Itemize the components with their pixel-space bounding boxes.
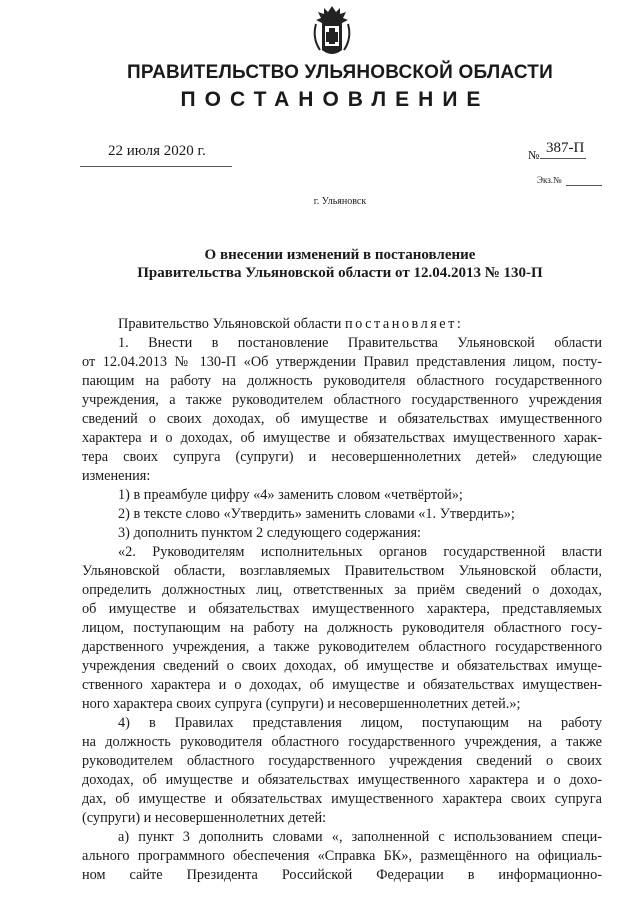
body-line: ного характера своих супруга (супруги) и несовершеннолетних детей.»; xyxy=(82,696,521,712)
intro-line xyxy=(82,315,602,334)
body-line: а) пункт 3 дополнить словами «, заполненной с использованием специ- xyxy=(118,829,602,845)
number-underline xyxy=(540,158,586,159)
title-line-1: О внесении изменений в постановление xyxy=(204,247,476,263)
body-line: руководителем областного государственного учреждения сведений о своих xyxy=(82,753,602,769)
intro-prefix: Правительство Ульяновской области xyxy=(118,316,345,332)
city: г. Ульяновск xyxy=(313,196,367,207)
body-line: (супруги) и несовершеннолетних детей: xyxy=(82,810,327,826)
body-line: Ульяновской области, возглавляемых Правительством Ульяновской области, xyxy=(82,563,602,579)
body-lines xyxy=(82,334,602,885)
body-line: ального программного обеспечения «Справка БК», размещённого на официаль- xyxy=(82,848,602,864)
body-line: дах, об имуществе и обязательствах имущественного характера своих супруга xyxy=(82,791,602,807)
document-title xyxy=(0,246,640,282)
body-line: определить должностных лиц, ответственных за приём сведений о доходах, xyxy=(82,582,602,598)
body-line: учреждения сведений о своих доходах, об имуществе и обязательствах имуще- xyxy=(82,658,602,674)
body-line: на должность руководителя областного государственного учреждения, а также xyxy=(82,734,602,750)
body-line: ном сайте Президента Российской Федерации в информационно- xyxy=(82,867,602,883)
intro-verb: постановляет: xyxy=(344,316,464,332)
body-line: «2. Руководителям исполнительных органов государственной власти xyxy=(118,544,602,560)
body-line: дарственного учреждения, а также руководителем областного государственного xyxy=(82,639,602,655)
document-date: 22 июля 2020 г. xyxy=(108,143,206,159)
copy-number-underline xyxy=(566,185,602,186)
body-line: изменения: xyxy=(82,468,151,484)
body-line: 3) дополнить пунктом 2 следующего содержания: xyxy=(118,525,422,541)
body-line: пающим на работу на должность руководителя областного государственного xyxy=(82,373,602,389)
body-line: ственного характера и о доходах, об имуществе и обязательствах имуществен- xyxy=(82,677,602,693)
body-line: лицом, поступающим на работу на должность руководителя областного госу- xyxy=(82,620,602,636)
body-line: 1) в преамбуле цифру «4» заменить словом «четвёртой»; xyxy=(118,487,463,503)
document-body xyxy=(82,315,602,885)
body-line: 1. Внести в постановление Правительства Ульяновской области xyxy=(118,335,602,351)
title-line-2: Правительства Ульяновской области от 12.04.2013 № 130-П xyxy=(137,265,543,281)
number-sign: № xyxy=(528,148,540,162)
date-underline xyxy=(80,166,232,167)
body-line: доходах, об имуществе и обязательствах имущественного характера и о дохо- xyxy=(82,772,602,788)
body-line: учреждения, а также руководителем областного государственного учреждения xyxy=(82,392,602,408)
body-line: 2) в тексте слово «Утвердить» заменить словами «1. Утвердить»; xyxy=(118,506,515,522)
government-name: ПРАВИТЕЛЬСТВО УЛЬЯНОВСКОЙ ОБЛАСТИ xyxy=(127,62,553,83)
body-line: от 12.04.2013 № 130-П «Об утверждении Правил представления лицом, посту- xyxy=(82,354,602,370)
document-type: ПОСТАНОВЛЕНИЕ xyxy=(180,88,490,111)
body-line: тера своих супруга (супруги) и несовершеннолетних детей» следующие xyxy=(82,449,602,465)
body-line: 4) в Правилах представления лицом, поступающим на работу xyxy=(118,715,602,731)
body-line: об имуществе и обязательствах имущественного характера, представляемых xyxy=(82,601,602,617)
body-line: характера и о доходах, об имуществе и обязательствах имущественного харак- xyxy=(82,430,602,446)
copy-number-label: Экз.№ xyxy=(537,175,562,185)
body-line: сведений о своих доходах, об имуществе и обязательствах имущественного xyxy=(82,411,602,427)
coat-of-arms-icon xyxy=(310,4,354,60)
document-number: 387-П xyxy=(546,140,585,156)
